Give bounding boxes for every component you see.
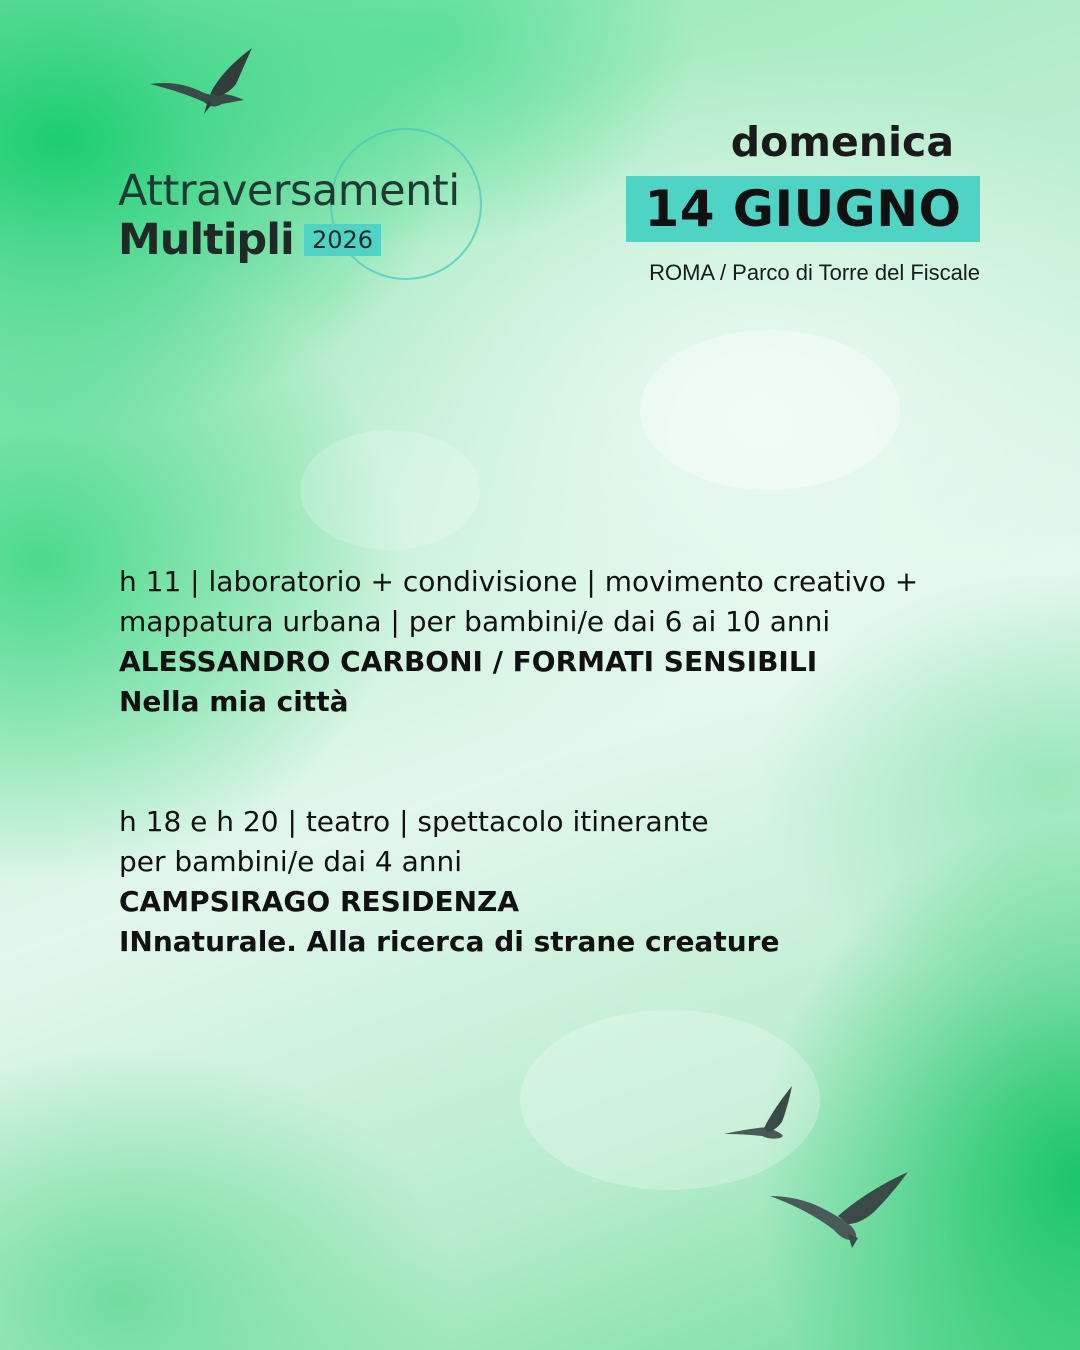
event-audience-line: mappatura urbana | per bambini/e dai 6 ai 10 anni [119, 605, 831, 638]
date-block [620, 118, 980, 286]
event-title: INnaturale. Alla ricerca di strane creature [119, 925, 780, 958]
event-schedule-line: h 11 | laboratorio + condivisione | movimento creativo + [119, 565, 919, 598]
location: ROMA / Parco di Torre del Fiscale [649, 260, 980, 285]
logo-year-badge: 2026 [304, 224, 381, 256]
bird-icon [148, 44, 260, 118]
event-entry [119, 562, 999, 722]
watercolor-splash [640, 330, 900, 490]
bird-icon [768, 1170, 912, 1250]
event-artist: ALESSANDRO CARBONI / FORMATI SENSIBILI [119, 645, 818, 678]
bird-icon [722, 1082, 798, 1144]
festival-logo [118, 120, 488, 280]
event-title: Nella mia città [119, 685, 349, 718]
event-artist: CAMPSIRAGO RESIDENZA [119, 885, 519, 918]
date-badge: 14 GIUGNO [626, 176, 980, 242]
event-entry [119, 802, 999, 962]
logo-title-line2: Multipli [118, 215, 294, 265]
event-schedule-line: h 18 e h 20 | teatro | spettacolo itinerante [119, 805, 709, 838]
watercolor-splash [300, 430, 480, 550]
weekday: domenica [730, 118, 954, 166]
event-audience-line: per bambini/e dai 4 anni [119, 845, 463, 878]
logo-title-line1: Attraversamenti [118, 166, 460, 216]
